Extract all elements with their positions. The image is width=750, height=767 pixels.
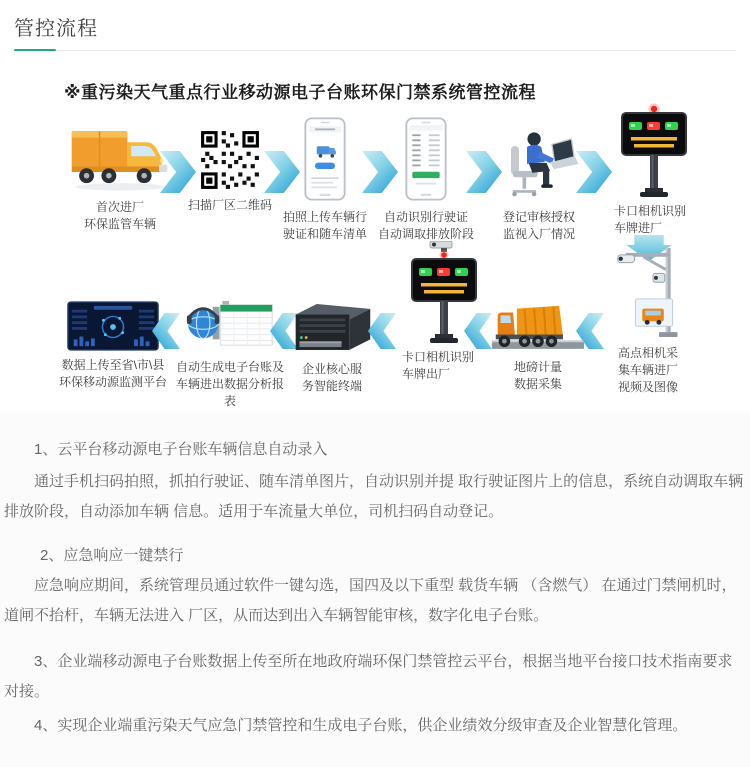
step-label: 地磅计量 数据采集	[513, 360, 562, 391]
step-label: 拍照上传车辆行 驶证和随车清单	[282, 210, 367, 241]
truck-icon	[68, 125, 172, 193]
step-label: 卡口相机识别 车牌进厂	[614, 204, 687, 235]
paragraph-3: 3、企业端移动源电子台账数据上传至所在地政府端环保门禁管控云平台，根据当地平台接口技术指南要求对接。	[4, 653, 733, 700]
paragraph-body-2: 应急响应期间，系统管理员通过软件一键勾选，国四及以下重型 载货车辆 （含燃气） 在通过门禁闸机时，道闸不抬杆，车辆无法进入 厂区，从而达到出入车辆智能审核，数字化电子台账。	[4, 577, 737, 624]
paragraph-heading-1: 1、云平台移动源电子台账车辆信息自动录入	[34, 441, 328, 458]
gate-led-display-icon	[609, 103, 699, 199]
paragraph-body-1: 通过手机扫码拍照，抓拍行驶证、随车清单图片，自动识别并提 取行驶证图片上的信息，系统自动调取车辆排放阶段，自动添加车辆 信息。适用于车流量大单位，司机扫码自动登记。	[4, 473, 744, 520]
step-label: 首次进厂 环保监管车辆	[83, 200, 156, 231]
diagram-title: ※重污染天气重点行业移动源电子台账环保门禁系统管控流程	[64, 83, 537, 102]
high-point-camera-icon	[610, 243, 700, 341]
flow-step-auto-ledger	[174, 297, 286, 410]
step-label: 扫描厂区二维码	[187, 198, 272, 212]
phone-recognize-icon	[405, 115, 447, 203]
server-terminal-icon	[288, 299, 376, 355]
flow-step-auto-recognize	[376, 115, 476, 243]
operator-review-icon	[495, 123, 583, 203]
flow-step-weighbridge	[488, 293, 588, 393]
monitor-dashboard-icon	[67, 301, 159, 351]
phone-upload-icon	[304, 115, 346, 203]
section-header	[0, 0, 750, 51]
flow-step-photo-upload	[276, 115, 374, 243]
step-label: 卡口相机识别 车牌出厂	[402, 350, 475, 381]
flow-step-gate-entry	[609, 103, 699, 204]
page-title: 管控流程	[14, 18, 98, 40]
qrcode-icon	[199, 129, 261, 191]
flow-step-high-camera	[610, 243, 700, 346]
flow-step-register-review	[488, 123, 590, 243]
flow-step-core-terminal	[284, 299, 380, 395]
step-label: 登记审核授权 监视入厂情况	[502, 210, 575, 241]
step-label: 自动生成电子台账及 车辆进出数据分析报表	[175, 360, 284, 408]
weighbridge-truck-icon	[490, 293, 586, 353]
step-label: 高点相机采 集车辆进厂 视频及图像	[618, 346, 679, 394]
step-label: 企业核心服 务智能终端	[301, 362, 362, 393]
step-label: 数据上传至省\市\县 环保移动源监测平台	[58, 358, 167, 389]
description-section	[0, 411, 750, 767]
paragraph-heading-2: 2、应急响应一键禁行	[40, 547, 184, 564]
flow-step-upload-platform	[58, 301, 168, 391]
paragraph-4: 4、实现企业端重污染天气应急门禁管控和生成电子台账，供企业绩效分级审查及企业智慧化管理。	[34, 717, 688, 734]
ledger-report-icon	[184, 297, 276, 353]
flow-step-first-entry	[64, 125, 176, 233]
flow-step-scan-qrcode	[182, 129, 278, 214]
step-label: 自动识别行驶证 自动调取排放阶段	[377, 210, 474, 241]
process-flow-diagram	[14, 51, 736, 411]
